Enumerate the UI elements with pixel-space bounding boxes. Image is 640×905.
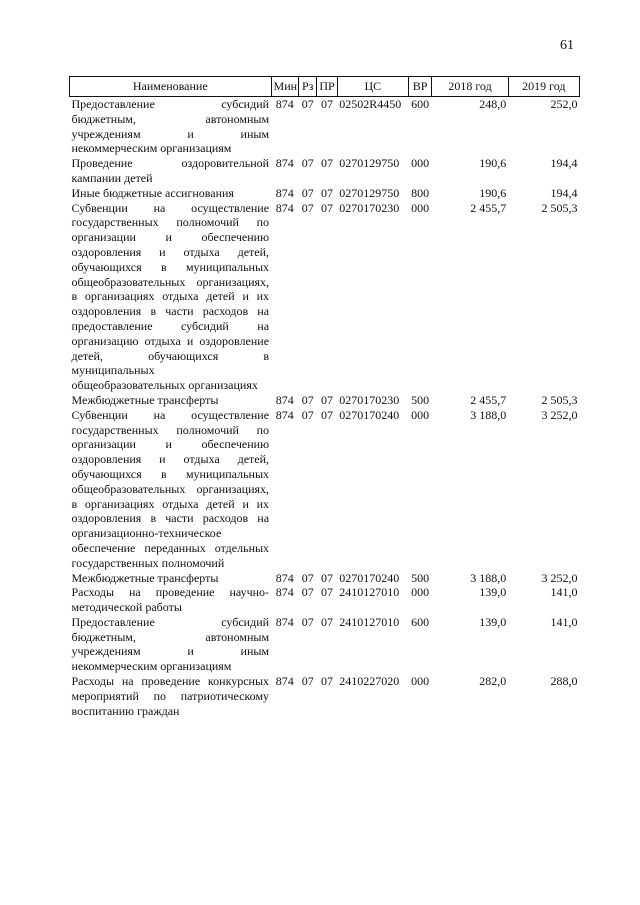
cell-name: Проведение оздоровительной кампании детей [71,156,270,185]
cell-2018: 3 188,0 [470,570,507,585]
cell-vr: 000 [411,156,430,171]
cell-vr: 600 [411,614,430,629]
cell-name: Субвенции на осуществление государственных полномочий по организации и обеспечению оздоровления и отдыха детей, обучающихся в муниципальных общеобразовательных организациях, в организациях отдыха детей и их оздоровления в части расходов на предоставление субсидий на организацию отдыха и оздоровление детей, обучающихся в муниципальных общеобразовательных организациях [71,200,270,393]
table-row [70,615,580,674]
cell-2018: 2 455,7 [470,392,507,407]
cell-rz: 07 [301,585,314,600]
table-row [70,186,580,201]
table-row [70,393,580,408]
cell-name: Предоставление субсидий бюджетным, автономным учреждениям и иным некоммерческим организациям [71,97,270,156]
header-name: Наименование [70,77,272,97]
cell-rz: 07 [301,614,314,629]
cell-vr: 000 [411,585,430,600]
cell-2019: 3 252,0 [541,407,578,422]
cell-pr: 07 [321,185,334,200]
cell-cs: 2410127010 [339,585,400,600]
cell-vr: 000 [411,674,430,689]
cell-cs: 02502R4450 [339,97,402,111]
cell-min: 874 [275,97,294,111]
cell-name: Расходы на проведение конкурсных мероприятий по патриотическому воспитанию граждан [71,674,270,718]
cell-min: 874 [275,585,294,600]
cell-min: 874 [275,156,294,171]
cell-pr: 07 [321,570,334,585]
cell-2018: 190,6 [479,185,507,200]
header-2018: 2018 год [432,77,508,97]
cell-2019: 194,4 [550,185,578,200]
cell-min: 874 [275,674,294,689]
cell-2018: 139,0 [479,614,507,629]
cell-2018: 3 188,0 [470,407,507,422]
cell-2018: 2 455,7 [470,200,507,215]
cell-rz: 07 [301,570,314,585]
cell-rz: 07 [301,156,314,171]
cell-2019: 288,0 [550,674,578,689]
cell-pr: 07 [321,156,334,171]
cell-cs: 0270129750 [339,156,400,171]
cell-pr: 07 [321,407,334,422]
cell-name: Расходы на проведение научно-методической работы [71,585,270,615]
cell-pr: 07 [321,585,334,600]
cell-min: 874 [275,185,294,200]
cell-rz: 07 [301,407,314,422]
header-rz: Рз [299,77,317,97]
cell-pr: 07 [321,392,334,407]
cell-min: 874 [275,407,294,422]
cell-name: Межбюджетные трансферты [71,392,219,407]
table-row [70,585,580,615]
cell-cs: 0270129750 [339,185,400,200]
cell-min: 874 [275,200,294,215]
cell-name: Межбюджетные трансферты [71,570,219,585]
cell-2019: 141,0 [550,614,578,629]
cell-2019: 194,4 [550,156,578,171]
table-row [70,201,580,393]
table-row [70,674,580,718]
cell-pr: 07 [321,614,334,629]
cell-cs: 0270170230 [339,392,400,407]
header-2019: 2019 год [508,77,579,97]
cell-rz: 07 [301,392,314,407]
cell-vr: 500 [411,570,430,585]
cell-name: Предоставление субсидий бюджетным, автономным учреждениям и иным некоммерческим организациям [71,614,270,674]
cell-2018: 139,0 [479,585,507,600]
header-min: Мин [271,77,298,97]
cell-rz: 07 [301,200,314,215]
cell-2019: 2 505,3 [541,200,578,215]
cell-cs: 2410127010 [339,614,400,629]
cell-vr: 600 [411,97,430,111]
cell-2018: 190,6 [479,156,507,171]
cell-min: 874 [275,392,294,407]
cell-2019: 141,0 [550,585,578,600]
cell-pr: 07 [321,97,334,111]
cell-min: 874 [275,570,294,585]
cell-pr: 07 [321,674,334,689]
cell-vr: 500 [411,392,430,407]
cell-pr: 07 [321,200,334,215]
header-vr: ВР [408,77,431,97]
cell-rz: 07 [301,185,314,200]
budget-table [69,76,580,718]
cell-cs: 0270170230 [339,200,400,215]
cell-vr: 000 [411,200,430,215]
cell-2018: 248,0 [479,97,507,111]
header-pr: ПР [317,77,337,97]
cell-2018: 282,0 [479,674,507,689]
page-number: 61 [560,38,574,53]
table-row [70,408,580,571]
cell-name: Субвенции на осуществление государственных полномочий по организации и обеспечению оздоровления и отдыха детей, обучающихся в муниципальных общеобразовательных организациях, в организациях отдыха детей и их оздоровления в части расходов на организационно-техническое обеспечение переданных отдельных государственных полномочий [71,407,270,570]
cell-cs: 0270170240 [339,407,400,422]
cell-cs: 0270170240 [339,570,400,585]
table-row [70,571,580,586]
cell-2019: 252,0 [550,97,578,111]
table-row [70,97,580,157]
cell-rz: 07 [301,674,314,689]
table-row [70,156,580,186]
table-header-row [70,77,580,97]
header-cs: ЦС [337,77,408,97]
cell-min: 874 [275,614,294,629]
cell-cs: 2410227020 [339,674,400,689]
cell-2019: 3 252,0 [541,570,578,585]
cell-name: Иные бюджетные ассигнования [71,185,234,200]
cell-vr: 000 [411,407,430,422]
cell-rz: 07 [301,97,314,111]
cell-2019: 2 505,3 [541,392,578,407]
cell-vr: 800 [411,185,430,200]
